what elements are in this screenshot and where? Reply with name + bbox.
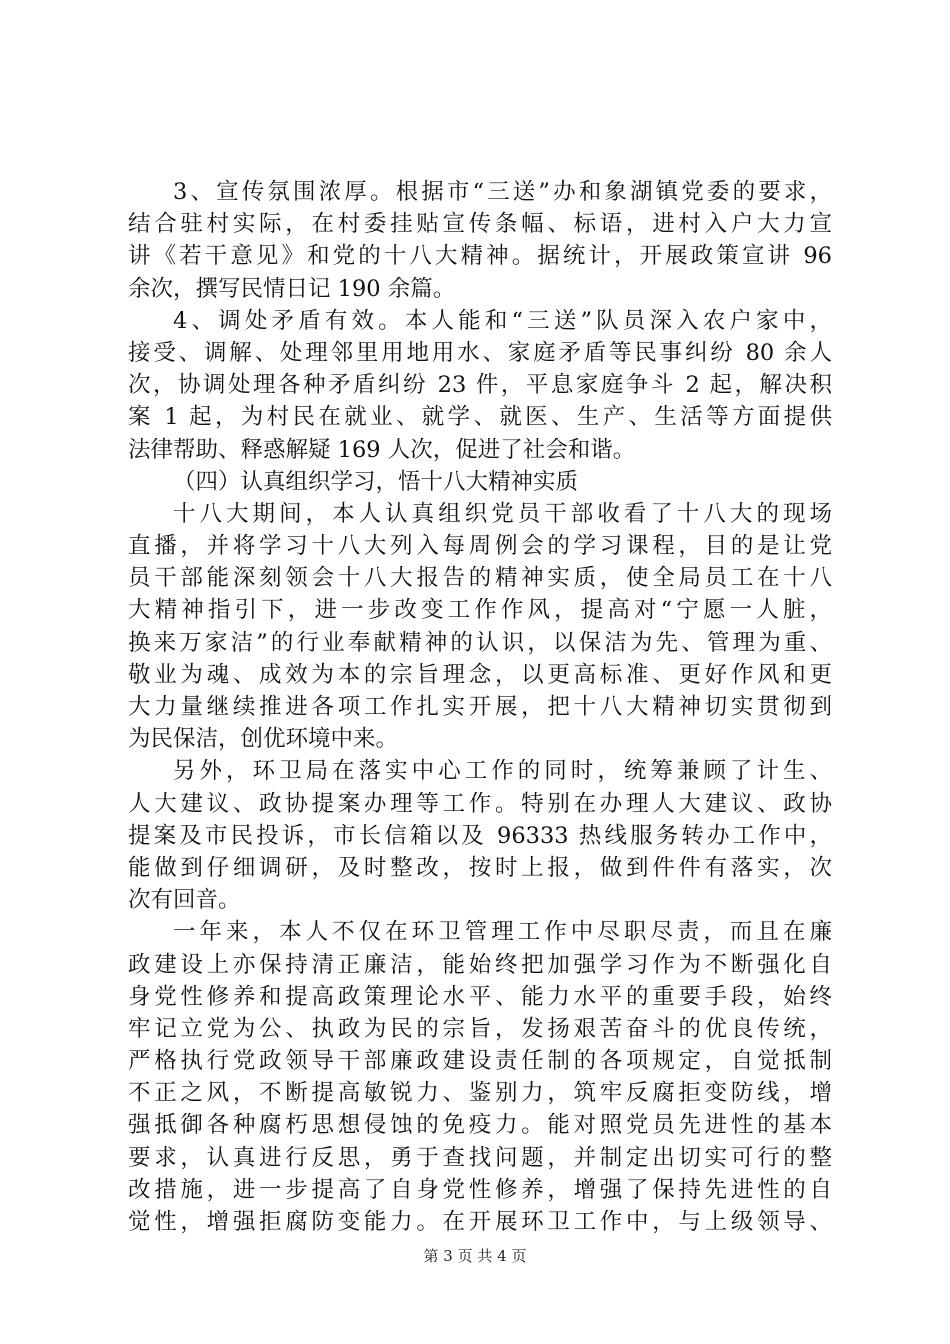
section-heading-study	[128, 466, 832, 498]
text-line: 强抵御各种腐朽思想侵蚀的免疫力。能对照党员先进性的基本	[128, 1112, 832, 1139]
page-number-footer: 第 3 页 共 4 页	[423, 1247, 527, 1265]
text-line: 一年来，本人不仅在环卫管理工作中尽职尽责，而且在廉	[173, 919, 832, 946]
text-line: 次，协调处理各种矛盾纠纷 23 件，平息家庭争斗 2 起，解决积	[128, 372, 832, 399]
text-line: 另外，环卫局在落实中心工作的同时，统筹兼顾了计生、	[173, 758, 832, 785]
text-line: 牢记立党为公、执政为民的宗旨，发扬艰苦奋斗的优良传统，	[128, 1015, 832, 1042]
text-line: 觉性，增强拒腐防变能力。在开展环卫工作中，与上级领导、	[128, 1209, 832, 1235]
text-line: 身党性修养和提高政策理论水平、能力水平的重要手段，始终	[128, 983, 832, 1010]
section-heading: （四）认真组织学习，悟十八大精神实质	[173, 468, 579, 495]
text-line: 4、调处矛盾有效。本人能和“三送”队员深入农户家中，	[173, 307, 832, 334]
text-line: 严格执行党政领导干部廉政建设责任制的各项规定，自觉抵制	[128, 1048, 832, 1075]
text-line: 敬业为魂、成效为本的宗旨理念，以更高标准、更好作风和更	[128, 661, 832, 688]
text-line: 3、宣传氛围浓厚。根据市“三送”办和象湖镇党委的要求，	[173, 179, 832, 205]
text-line: 案 1 起，为村民在就业、就学、就医、生产、生活等方面提供	[128, 404, 832, 431]
text-line: 政建设上亦保持清正廉洁，能始终把加强学习作为不断强化自	[128, 951, 832, 978]
text-line: 余次，撰写民情日记 190 余篇。	[128, 275, 456, 302]
text-line: 次有回音。	[128, 887, 241, 914]
text-line: 员干部能深刻领会十八大报告的精神实质，使全局员工在十八	[128, 565, 832, 592]
paragraph-dispute-mediation	[128, 305, 832, 466]
text-line: 能做到仔细调研，及时整改，按时上报，做到件件有落实，次	[128, 854, 832, 881]
text-line: 大精神指引下，进一步改变工作作风，提高对“宁愿一人脏，	[128, 597, 832, 624]
text-line: 法律帮助、释惑解疑 169 人次，促进了社会和谐。	[128, 436, 636, 463]
text-line: 直播，并将学习十八大列入每周例会的学习课程，目的是让党	[128, 533, 832, 560]
text-line: 改措施，进一步提高了自身党性修养，增强了保持先进性的自	[128, 1176, 832, 1203]
text-line: 接受、调解、处理邻里用地用水、家庭矛盾等民事纠纷 80 余人	[128, 339, 832, 366]
text-line: 提案及市民投诉，市长信箱以及 96333 热线服务转办工作中，	[128, 822, 832, 849]
text-line: 人大建议、政协提案办理等工作。特别在办理人大建议、政协	[128, 790, 832, 817]
document-body	[128, 176, 832, 1238]
text-line: 不正之风，不断提高敏锐力、鉴别力，筑牢反腐拒变防线，增	[128, 1080, 832, 1107]
text-line: 十八大期间，本人认真组织党员干部收看了十八大的现场	[173, 500, 832, 527]
text-line: 讲《若干意见》和党的十八大精神。据统计，开展政策宣讲 96	[128, 243, 832, 270]
text-line: 要求，认真进行反思，勇于查找问题，并制定出切实可行的整	[128, 1144, 832, 1171]
text-line: 结合驻村实际，在村委挂贴宣传条幅、标语，进村入户大力宣	[128, 211, 832, 238]
text-line: 大力量继续推进各项工作扎实开展，把十八大精神切实贯彻到	[128, 694, 832, 720]
paragraph-publicity	[128, 176, 832, 305]
paragraph-18th-congress	[128, 498, 832, 756]
text-line: 为民保洁，创优环境中来。	[128, 726, 399, 753]
paragraph-integrity	[128, 916, 832, 1238]
text-line: 换来万家洁”的行业奉献精神的认识，以保洁为先、管理为重、	[128, 629, 832, 656]
paragraph-additional-work	[128, 755, 832, 916]
